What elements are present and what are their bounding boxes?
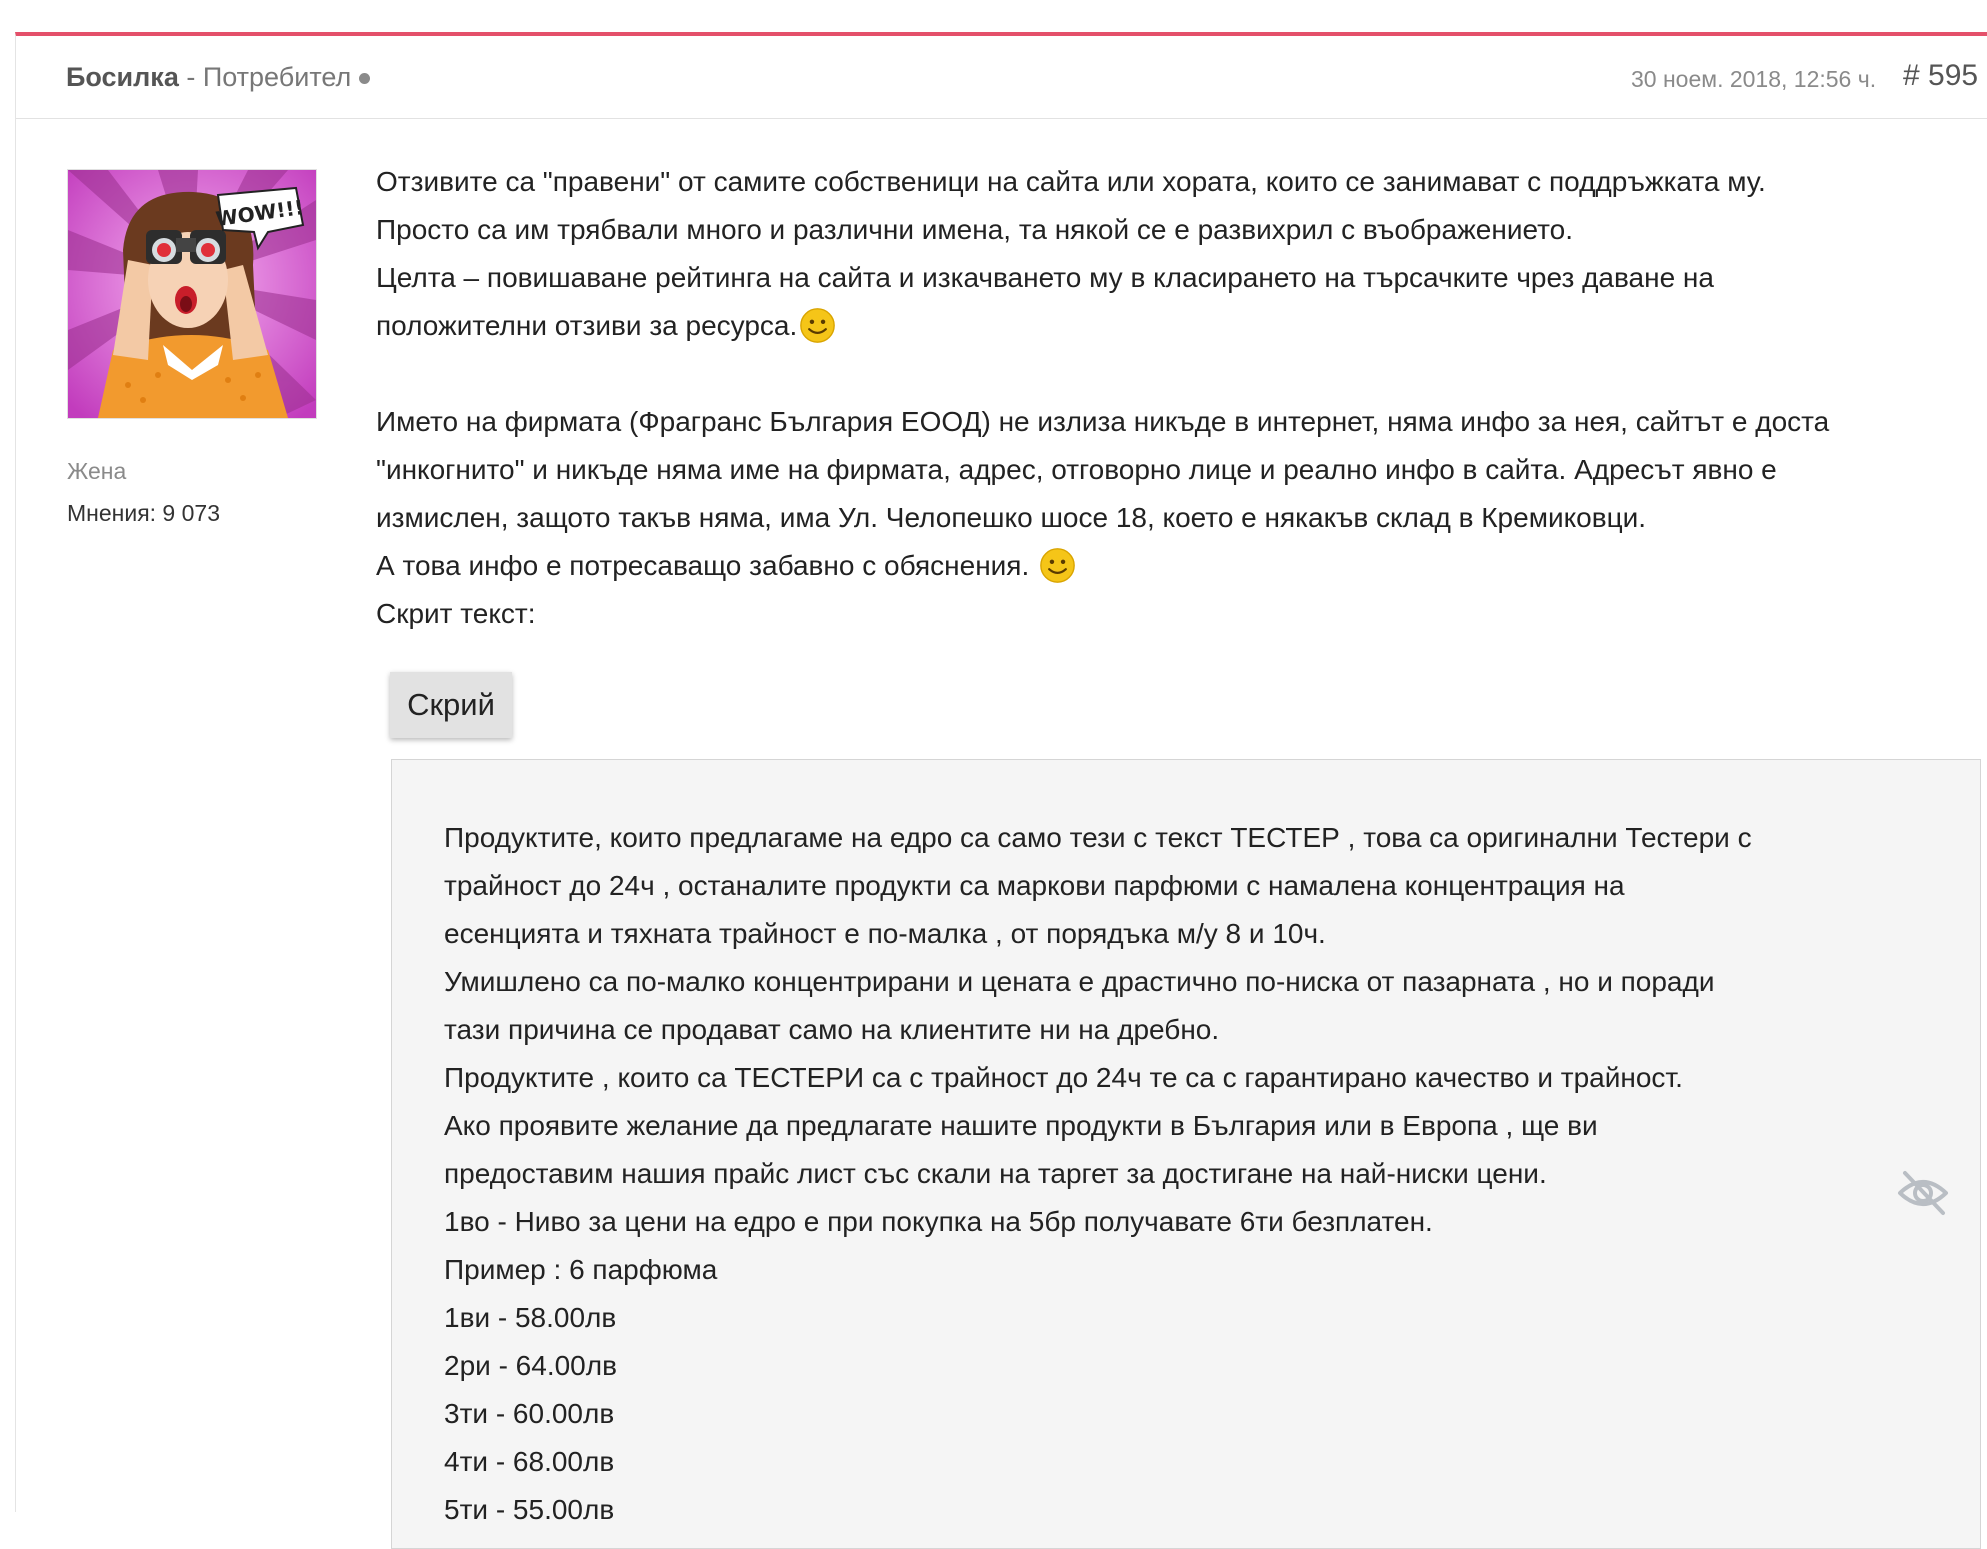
post-number-link[interactable]: # 595 — [1903, 59, 1979, 92]
hidden-text-line: 1во - Ниво за цени на едро е при покупка на 5бр получавате 6ти безплатен. — [444, 1206, 1433, 1237]
hidden-text-line: 5ти - 55.00лв — [444, 1494, 615, 1525]
online-status-icon — [359, 73, 370, 84]
smiley-icon — [1039, 547, 1076, 584]
author-separator: - — [178, 62, 203, 92]
hidden-text-line: Продуктите , които са ТЕСТЕРИ са с трайност до 24ч те са с гарантирано качество и трайност. — [444, 1062, 1683, 1093]
author-gender: Жена — [67, 458, 127, 484]
author-name[interactable]: Босилка — [66, 62, 179, 92]
post-text-line — [376, 542, 1976, 590]
post-text-line: "инкогнито" и никъде няма име на фирмата, адрес, отговорно лице и реално инфо в сайта. Адресът явно е — [376, 454, 1777, 485]
post-text-line — [376, 302, 1976, 350]
hidden-text-content — [444, 814, 1752, 1534]
post-text-segment: положителни отзиви за ресурса. — [376, 310, 798, 341]
hidden-text-line: 2ри - 64.00лв — [444, 1350, 617, 1381]
forum-post — [15, 32, 1987, 1525]
hidden-text-line: тази причина се продават само на клиентите ни на дребно. — [444, 1014, 1220, 1045]
avatar[interactable] — [67, 169, 317, 419]
post-text-line: Отзивите са "правени" от самите собственици на сайта или хората, които се занимават с поддръжката му. — [376, 166, 1766, 197]
post-date: 30 ноем. 2018, 12:56 ч. — [1631, 66, 1877, 92]
post-header — [16, 36, 1987, 119]
hidden-text-box — [391, 759, 1981, 1549]
hidden-text-line: Пример : 6 парфюма — [444, 1254, 718, 1285]
eye-off-icon[interactable] — [1895, 1165, 1951, 1221]
post-text-line: Името на фирмата (Фрагранс България ЕООД) не излиза никъде в интернет, няма инфо за нея, сайтът е доста — [376, 406, 1830, 437]
hidden-text-line: 3ти - 60.00лв — [444, 1398, 615, 1429]
post-text-line — [376, 350, 1976, 398]
hidden-text-line: 4ти - 68.00лв — [444, 1446, 615, 1477]
author-post-count: Мнения: 9 073 — [67, 500, 220, 526]
post-body — [376, 158, 1976, 638]
post-text-line: Целта – повишаване рейтинга на сайта и изкачването му в класирането на търсачките чрез даване на — [376, 262, 1714, 293]
post-text-line: Просто са им трябвали много и различни имена, та някой се е развихрил с въображението. — [376, 214, 1573, 245]
author-role: Потребител — [202, 62, 352, 92]
hidden-text-line: Продуктите, които предлагаме на едро са само тези с текст ТЕСТЕР , това са оригинални Тестери с — [444, 822, 1752, 853]
smiley-icon — [799, 307, 836, 344]
hidden-text-line: предоставим нашия прайс лист със скали на таргет за достигане на най-ниски цени. — [444, 1158, 1547, 1189]
hidden-text-line: Умишлено са по-малко концентрирани и цената е драстично по-ниска от пазарната , но и поради — [444, 966, 1715, 997]
hidden-text-line: Ако проявите желание да предлагате нашите продукти в България или в Европа , ще ви — [444, 1110, 1598, 1141]
author-line — [66, 62, 370, 93]
hide-spoiler-button[interactable]: Скрий — [390, 672, 512, 738]
avatar-bubble-text: WOW!!! — [214, 194, 306, 232]
avatar-image — [68, 170, 316, 418]
hidden-text-line: есенцията и тяхната трайност е по-малка , от порядъка м/у 8 и 10ч. — [444, 918, 1326, 949]
hidden-text-label: Скрит текст: — [376, 598, 536, 629]
hidden-text-line: 1ви - 58.00лв — [444, 1302, 617, 1333]
post-text-segment: А това инфо е потресаващо забавно с обяснения. — [376, 550, 1038, 581]
hidden-text-line: трайност до 24ч , останалите продукти са маркови парфюми с намалена концентрация на — [444, 870, 1625, 901]
post-text-line: измислен, защото такъв няма, има Ул. Челопешко шосе 18, което е някакъв склад в Кремиковци. — [376, 502, 1647, 533]
